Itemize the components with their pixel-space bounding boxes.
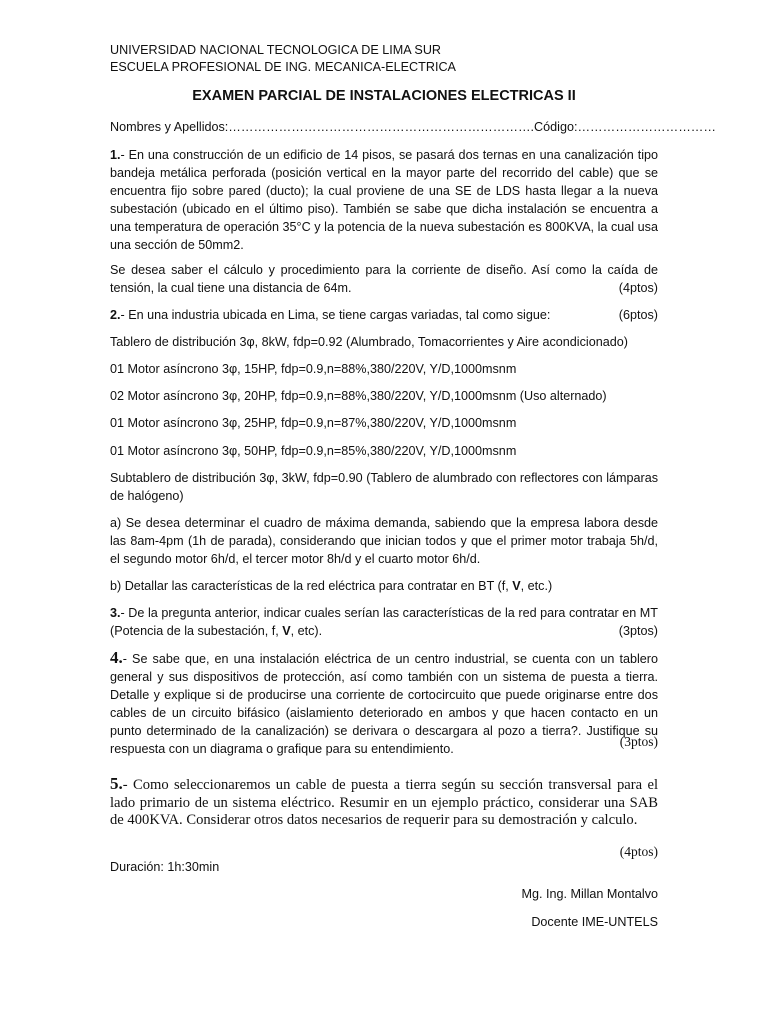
load-item: 01 Motor asíncrono 3φ, 25HP, fdp=0.9,n=87%,380/220V, Y/D,1000msnm <box>110 416 517 430</box>
student-name-line: Nombres y Apellidos:……………………………………………………………….Código:…………………………… <box>110 120 716 134</box>
question-4-text: - Se sabe que, en una instalación eléctrica de un centro industrial, se cuenta con un tablero general y sus dispositivos de protección, así como también con un sistema de puesta a tierra. Detalle y explique si de producirse una corriente de cortocircuito que puede originarse entre dos cables de un circuito bifásico (aislamiento deteriorado en ambos y que hacen contacto en un punto determinado de la canalización) se derivara o descargara al pozo a tierra?. Justifique su respuesta con un diagrama o grafique para su entendimiento. <box>110 652 658 756</box>
load-item: Tablero de distribución 3φ, 8kW, fdp=0.92 (Alumbrado, Tomacorrientes y Aire acondicionado) <box>110 335 628 349</box>
question-2-text: - En una industria ubicada en Lima, se tiene cargas variadas, tal como sigue: <box>120 308 551 322</box>
load-item: 02 Motor asíncrono 3φ, 20HP, fdp=0.9,n=88%,380/220V, Y/D,1000msnm (Uso alternado) <box>110 389 607 403</box>
load-item: 01 Motor asíncrono 3φ, 50HP, fdp=0.9,n=85%,380/220V, Y/D,1000msnm <box>110 444 517 458</box>
signature-name: Mg. Ing. Millan Montalvo <box>521 887 658 901</box>
question-1-points: (4ptos) <box>618 281 658 295</box>
question-5-number: 5. <box>110 774 123 793</box>
question-2-number: 2. <box>110 308 121 322</box>
university-name: UNIVERSIDAD NACIONAL TECNOLOGICA DE LIMA SUR <box>110 43 442 57</box>
question-2 <box>110 306 658 324</box>
subtablero-item: Subtablero de distribución 3φ, 3kW, fdp=0.90 (Tablero de alumbrado con reflectores con lámparas de halógeno) <box>110 471 658 503</box>
question-4-number: 4. <box>110 648 123 667</box>
load-item: 01 Motor asíncrono 3φ, 15HP, fdp=0.9,n=88%,380/220V, Y/D,1000msnm <box>110 362 517 376</box>
question-1 <box>110 146 658 254</box>
question-5-points: (4ptos) <box>619 844 658 859</box>
school-name: ESCUELA PROFESIONAL DE ING. MECANICA-ELECTRICA <box>110 60 456 74</box>
question-1-text: - En una construcción de un edificio de 14 pisos, se pasará dos ternas en una canalización tipo bandeja metálica perforada (posición vertical en la mayor parte del recorrido del cable) que se encuentra fijo sobre pared (ducto); la cual proviene de una SE de LDS hasta llegar a la nueva subestación (ubicado en el último piso). También se sabe que dicha instalación se encuentra a una temperatura de operación 35°C y la potencia de la nueva subestación es 800KVA, la cual usa una sección de 50mm2. <box>110 148 658 252</box>
exam-title: EXAMEN PARCIAL DE INSTALACIONES ELECTRICAS II <box>192 88 576 104</box>
question-5-text: - Como seleccionaremos un cable de puesta a tierra según su sección transversal para el lado primario de un sistema eléctrico. Resumir en un ejemplo práctico, considerar una SAB de 400KVA. Considerar otros datos necesarios de requerir para su demostración y calculo. <box>110 777 658 828</box>
question-3-points: (3ptos) <box>618 624 658 638</box>
question-2-points: (6ptos) <box>618 308 658 322</box>
exam-duration: Duración: 1h:30min <box>110 860 220 874</box>
question-3: 3.- De la pregunta anterior, indicar cuales serían las características de la red para contratar en MT (Potencia de la subestación, f, V, etc). <box>110 606 658 638</box>
question-1-text-2: Se desea saber el cálculo y procedimiento para la corriente de diseño. Así como la caída de tensión, la cual tiene una distancia de 64m. <box>110 263 658 295</box>
question-3-number: 3. <box>110 606 121 620</box>
question-2-part-a: a) Se desea determinar el cuadro de máxima demanda, sabiendo que la empresa labora desde las 8am-4pm (1h de parada), considerando que inician todos y que el primer motor trabaja 5h/d, el segundo motor 6h/d, el tercer motor 8h/d y el cuarto motor 6h/d. <box>110 516 658 566</box>
signature-role: Docente IME-UNTELS <box>531 915 658 929</box>
question-4 <box>110 649 658 758</box>
question-1-number: 1. <box>110 148 121 162</box>
question-2-part-b: b) Detallar las características de la red eléctrica para contratar en BT (f, V, etc.) <box>110 579 553 593</box>
question-5 <box>110 775 658 830</box>
question-4-points: (3ptos) <box>619 734 658 749</box>
question-1-part-2 <box>110 261 658 297</box>
